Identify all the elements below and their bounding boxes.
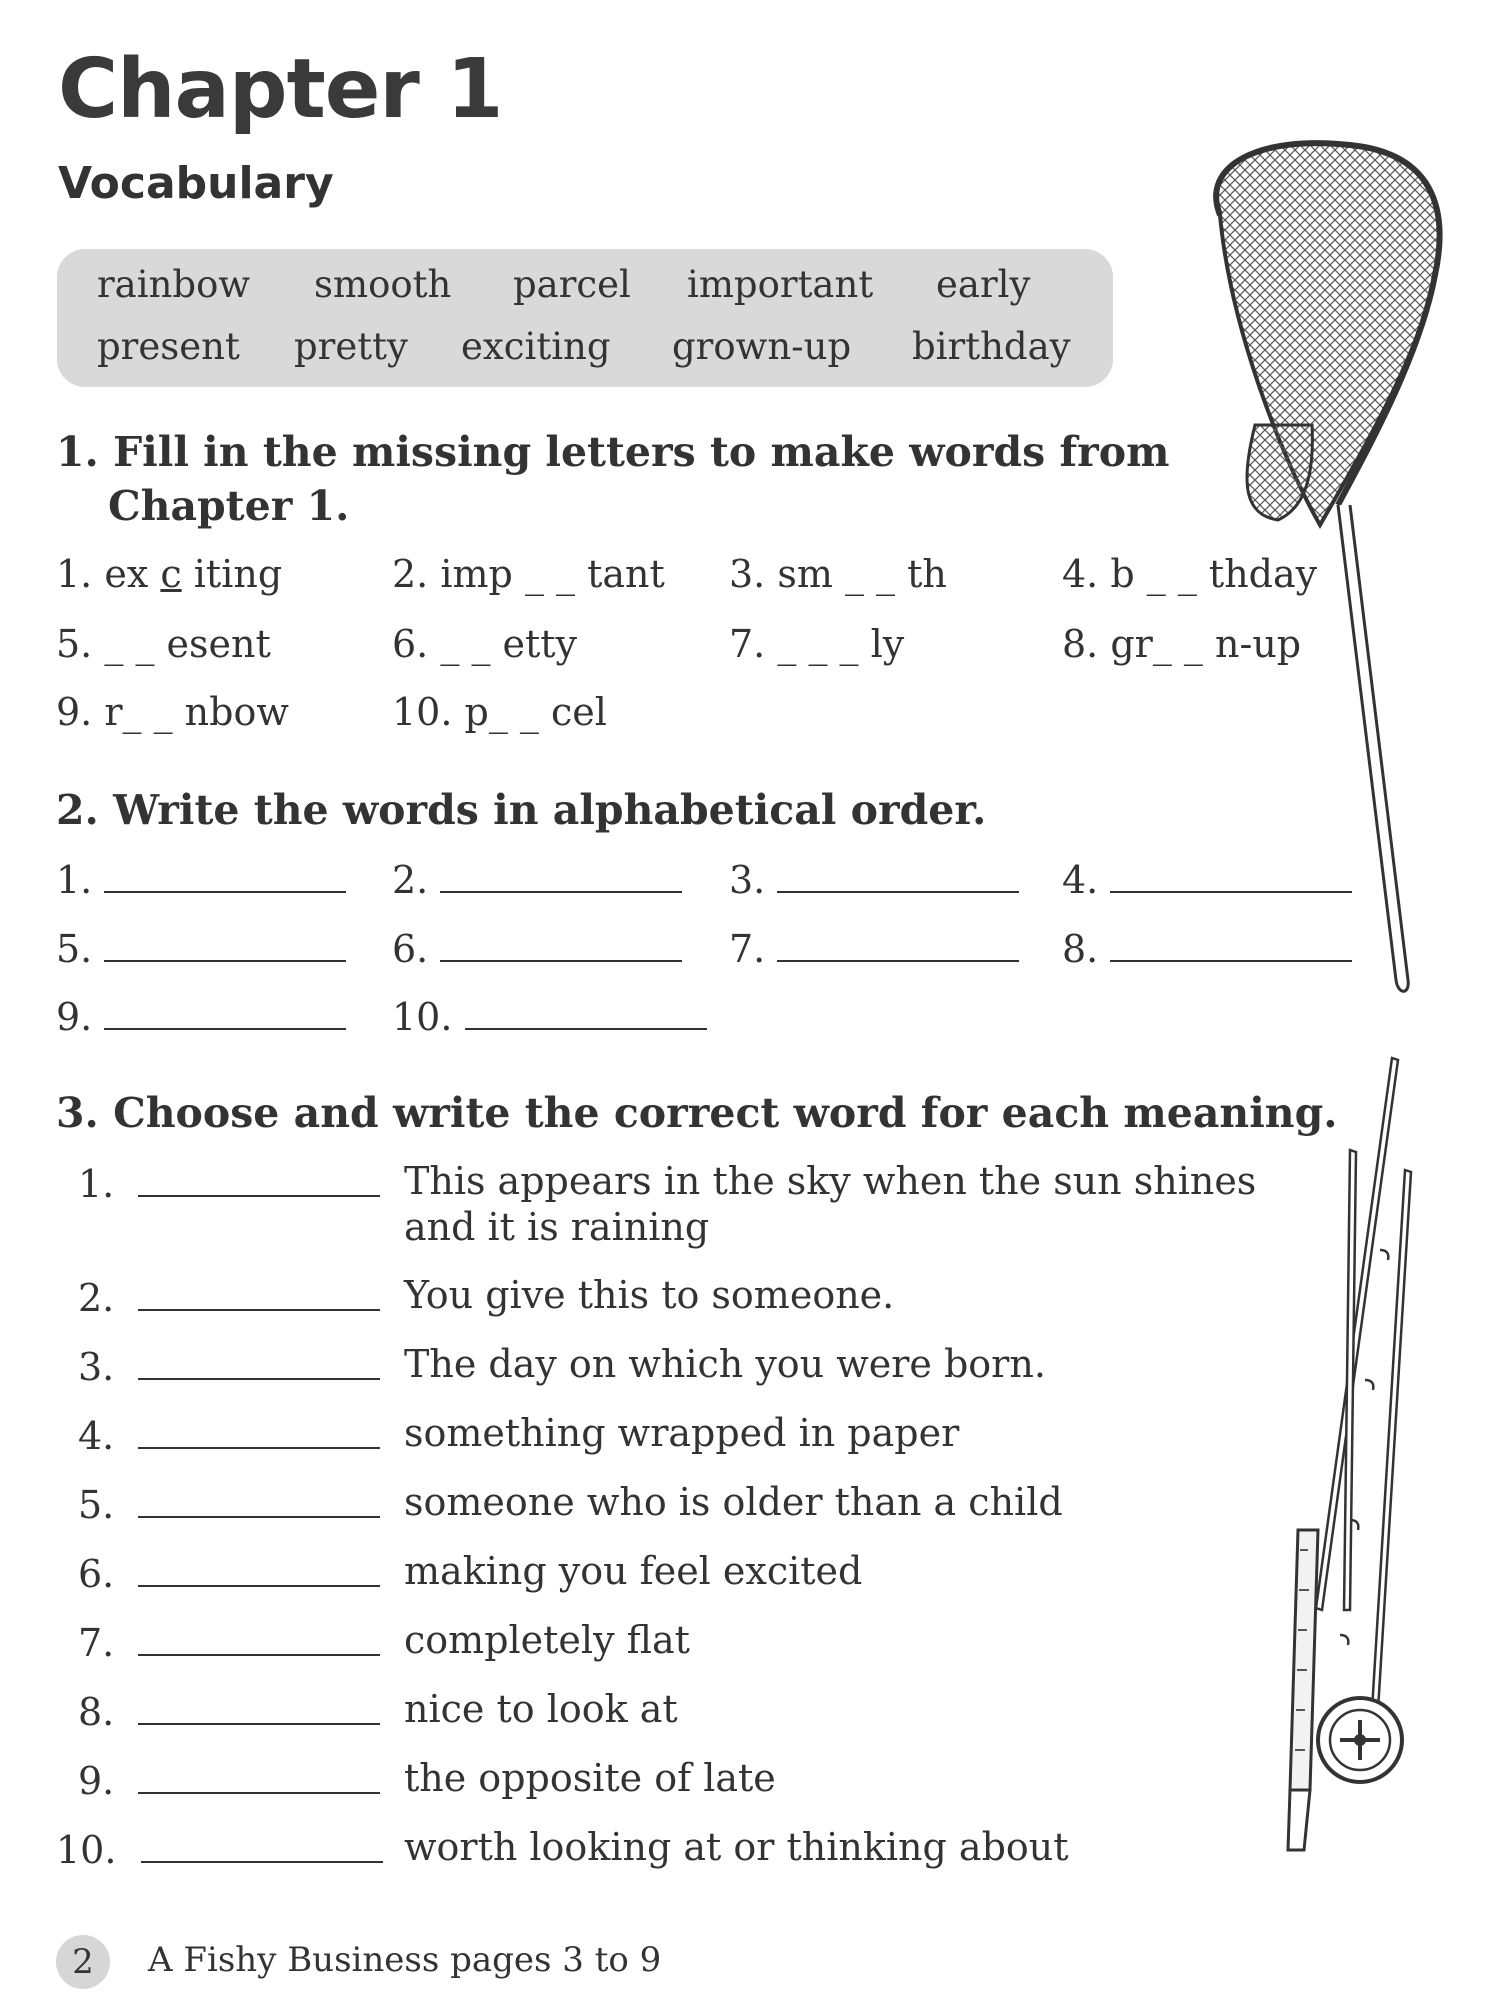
meaning-text: someone who is older than a child [404, 1480, 1063, 1524]
item-number: 4. [1062, 858, 1099, 902]
item-number: 10. [56, 1828, 117, 1872]
q2-answer [729, 858, 1019, 902]
word-bank-item: exciting [461, 325, 611, 368]
item-number: 7. [78, 1621, 115, 1665]
word-bank-item: rainbow [97, 263, 251, 306]
q3-answer [78, 1690, 380, 1734]
vocabulary-heading: Vocabulary [58, 158, 334, 209]
item-number: 3. [729, 552, 766, 596]
q2-answer [56, 858, 346, 902]
filled-letter: c [160, 552, 182, 596]
meaning-line: This appears in the sky when the sun shines [404, 1159, 1257, 1203]
word-bank-item: grown-up [672, 325, 852, 368]
q3-answer [78, 1759, 380, 1803]
answer-blank[interactable] [138, 1792, 380, 1794]
question-3-heading: 3. Choose and write the correct word for each meaning. [56, 1089, 1338, 1137]
item-word: r_ _ nbow [104, 690, 289, 734]
q2-answer [392, 995, 707, 1039]
item-number: 9. [56, 690, 93, 734]
question-2-heading: 2. Write the words in alphabetical order. [56, 786, 987, 834]
q3-answer [78, 1483, 380, 1527]
item-number: 2. [392, 552, 429, 596]
q3-answer [78, 1276, 380, 1320]
item-number: 1. [78, 1162, 115, 1206]
word-bank-item: present [97, 325, 240, 368]
item-number: 2. [392, 858, 429, 902]
footer-text: A Fishy Business pages 3 to 9 [148, 1940, 662, 1980]
answer-blank[interactable] [141, 1861, 383, 1863]
item-number: 5. [56, 622, 93, 666]
item-word: p_ _ cel [464, 690, 607, 734]
item-number: 4. [1062, 552, 1099, 596]
q3-answer [78, 1621, 380, 1665]
item-word: sm _ _ th [777, 552, 947, 596]
item-number: 3. [78, 1345, 115, 1389]
q3-answer [78, 1414, 380, 1458]
word-bank-item: smooth [314, 263, 452, 306]
q3-answer [78, 1345, 380, 1389]
item-number: 5. [78, 1483, 115, 1527]
item-number: 7. [729, 927, 766, 971]
meaning-text: completely flat [404, 1618, 690, 1662]
meaning-text: nice to look at [404, 1687, 678, 1731]
item-number: 1. [56, 858, 93, 902]
q3-answer [78, 1162, 380, 1206]
answer-blank[interactable] [138, 1516, 380, 1518]
meaning-line: and it is raining [404, 1205, 710, 1249]
meaning-text: The day on which you were born. [404, 1342, 1046, 1386]
item-number: 1. [56, 552, 93, 596]
word-bank-item: pretty [294, 325, 408, 368]
q2-answer [56, 995, 346, 1039]
item-number: 2. [78, 1276, 115, 1320]
q3-answer [78, 1552, 380, 1596]
item-number: 10. [392, 995, 453, 1039]
item-number: 8. [1062, 927, 1099, 971]
item-number: 9. [78, 1759, 115, 1803]
item-word: gr_ _ n-up [1110, 622, 1302, 666]
answer-blank[interactable] [104, 1028, 346, 1030]
meaning-text: worth looking at or thinking about [404, 1825, 1069, 1869]
page-number: 2 [72, 1942, 94, 1982]
word-bank-item: parcel [513, 263, 631, 306]
item-number: 6. [392, 622, 429, 666]
answer-blank[interactable] [138, 1309, 380, 1311]
item-number: 9. [56, 995, 93, 1039]
item-suffix: iting [193, 552, 283, 596]
answer-blank[interactable] [777, 891, 1019, 893]
chapter-title: Chapter 1 [58, 42, 503, 137]
answer-blank[interactable] [440, 960, 682, 962]
answer-blank[interactable] [138, 1447, 380, 1449]
item-number: 5. [56, 927, 93, 971]
item-number: 3. [729, 858, 766, 902]
answer-blank[interactable] [104, 960, 346, 962]
meaning-text: You give this to someone. [404, 1273, 895, 1317]
meaning-text [404, 1158, 1256, 1250]
answer-blank[interactable] [440, 891, 682, 893]
item-word: _ _ etty [440, 622, 578, 666]
word-bank-item: birthday [912, 325, 1071, 368]
q3-answer [56, 1828, 383, 1872]
item-word: b _ _ thday [1110, 552, 1318, 596]
meaning-text: the opposite of late [404, 1756, 776, 1800]
q1-item [392, 552, 665, 596]
word-bank-item: important [687, 263, 874, 306]
item-word: _ _ _ ly [777, 622, 905, 666]
q2-answer [392, 927, 682, 971]
question-1-heading-cont: Chapter 1. [108, 482, 350, 530]
item-number: 7. [729, 622, 766, 666]
answer-blank[interactable] [138, 1723, 380, 1725]
q1-item [729, 552, 947, 596]
q2-answer [56, 927, 346, 971]
meaning-text: making you feel excited [404, 1549, 863, 1593]
fishing-rod-illustration [1260, 1050, 1440, 1870]
item-number: 4. [78, 1414, 115, 1458]
q1-item [56, 622, 271, 666]
q1-item [729, 622, 904, 666]
word-bank [57, 249, 1113, 387]
meaning-text: something wrapped in paper [404, 1411, 960, 1455]
answer-blank[interactable] [104, 891, 346, 893]
item-number: 6. [392, 927, 429, 971]
answer-blank[interactable] [138, 1585, 380, 1587]
word-bank-item: early [936, 263, 1031, 306]
answer-blank[interactable] [138, 1654, 380, 1656]
q2-answer [392, 858, 682, 902]
answer-blank[interactable] [138, 1195, 380, 1197]
question-1-heading: 1. Fill in the missing letters to make words from [56, 428, 1170, 476]
item-number: 8. [1062, 622, 1099, 666]
item-word: _ _ esent [104, 622, 271, 666]
item-number: 10. [392, 690, 453, 734]
item-prefix: ex [104, 552, 149, 596]
item-number: 6. [78, 1552, 115, 1596]
q1-item [392, 690, 607, 734]
q1-item [392, 622, 577, 666]
q1-item [56, 552, 282, 596]
answer-blank[interactable] [138, 1378, 380, 1380]
answer-blank[interactable] [465, 1028, 707, 1030]
fishing-net-illustration [1200, 125, 1460, 1005]
answer-blank[interactable] [777, 960, 1019, 962]
q1-item [56, 690, 289, 734]
item-word: imp _ _ tant [440, 552, 665, 596]
q2-answer [729, 927, 1019, 971]
item-number: 8. [78, 1690, 115, 1734]
